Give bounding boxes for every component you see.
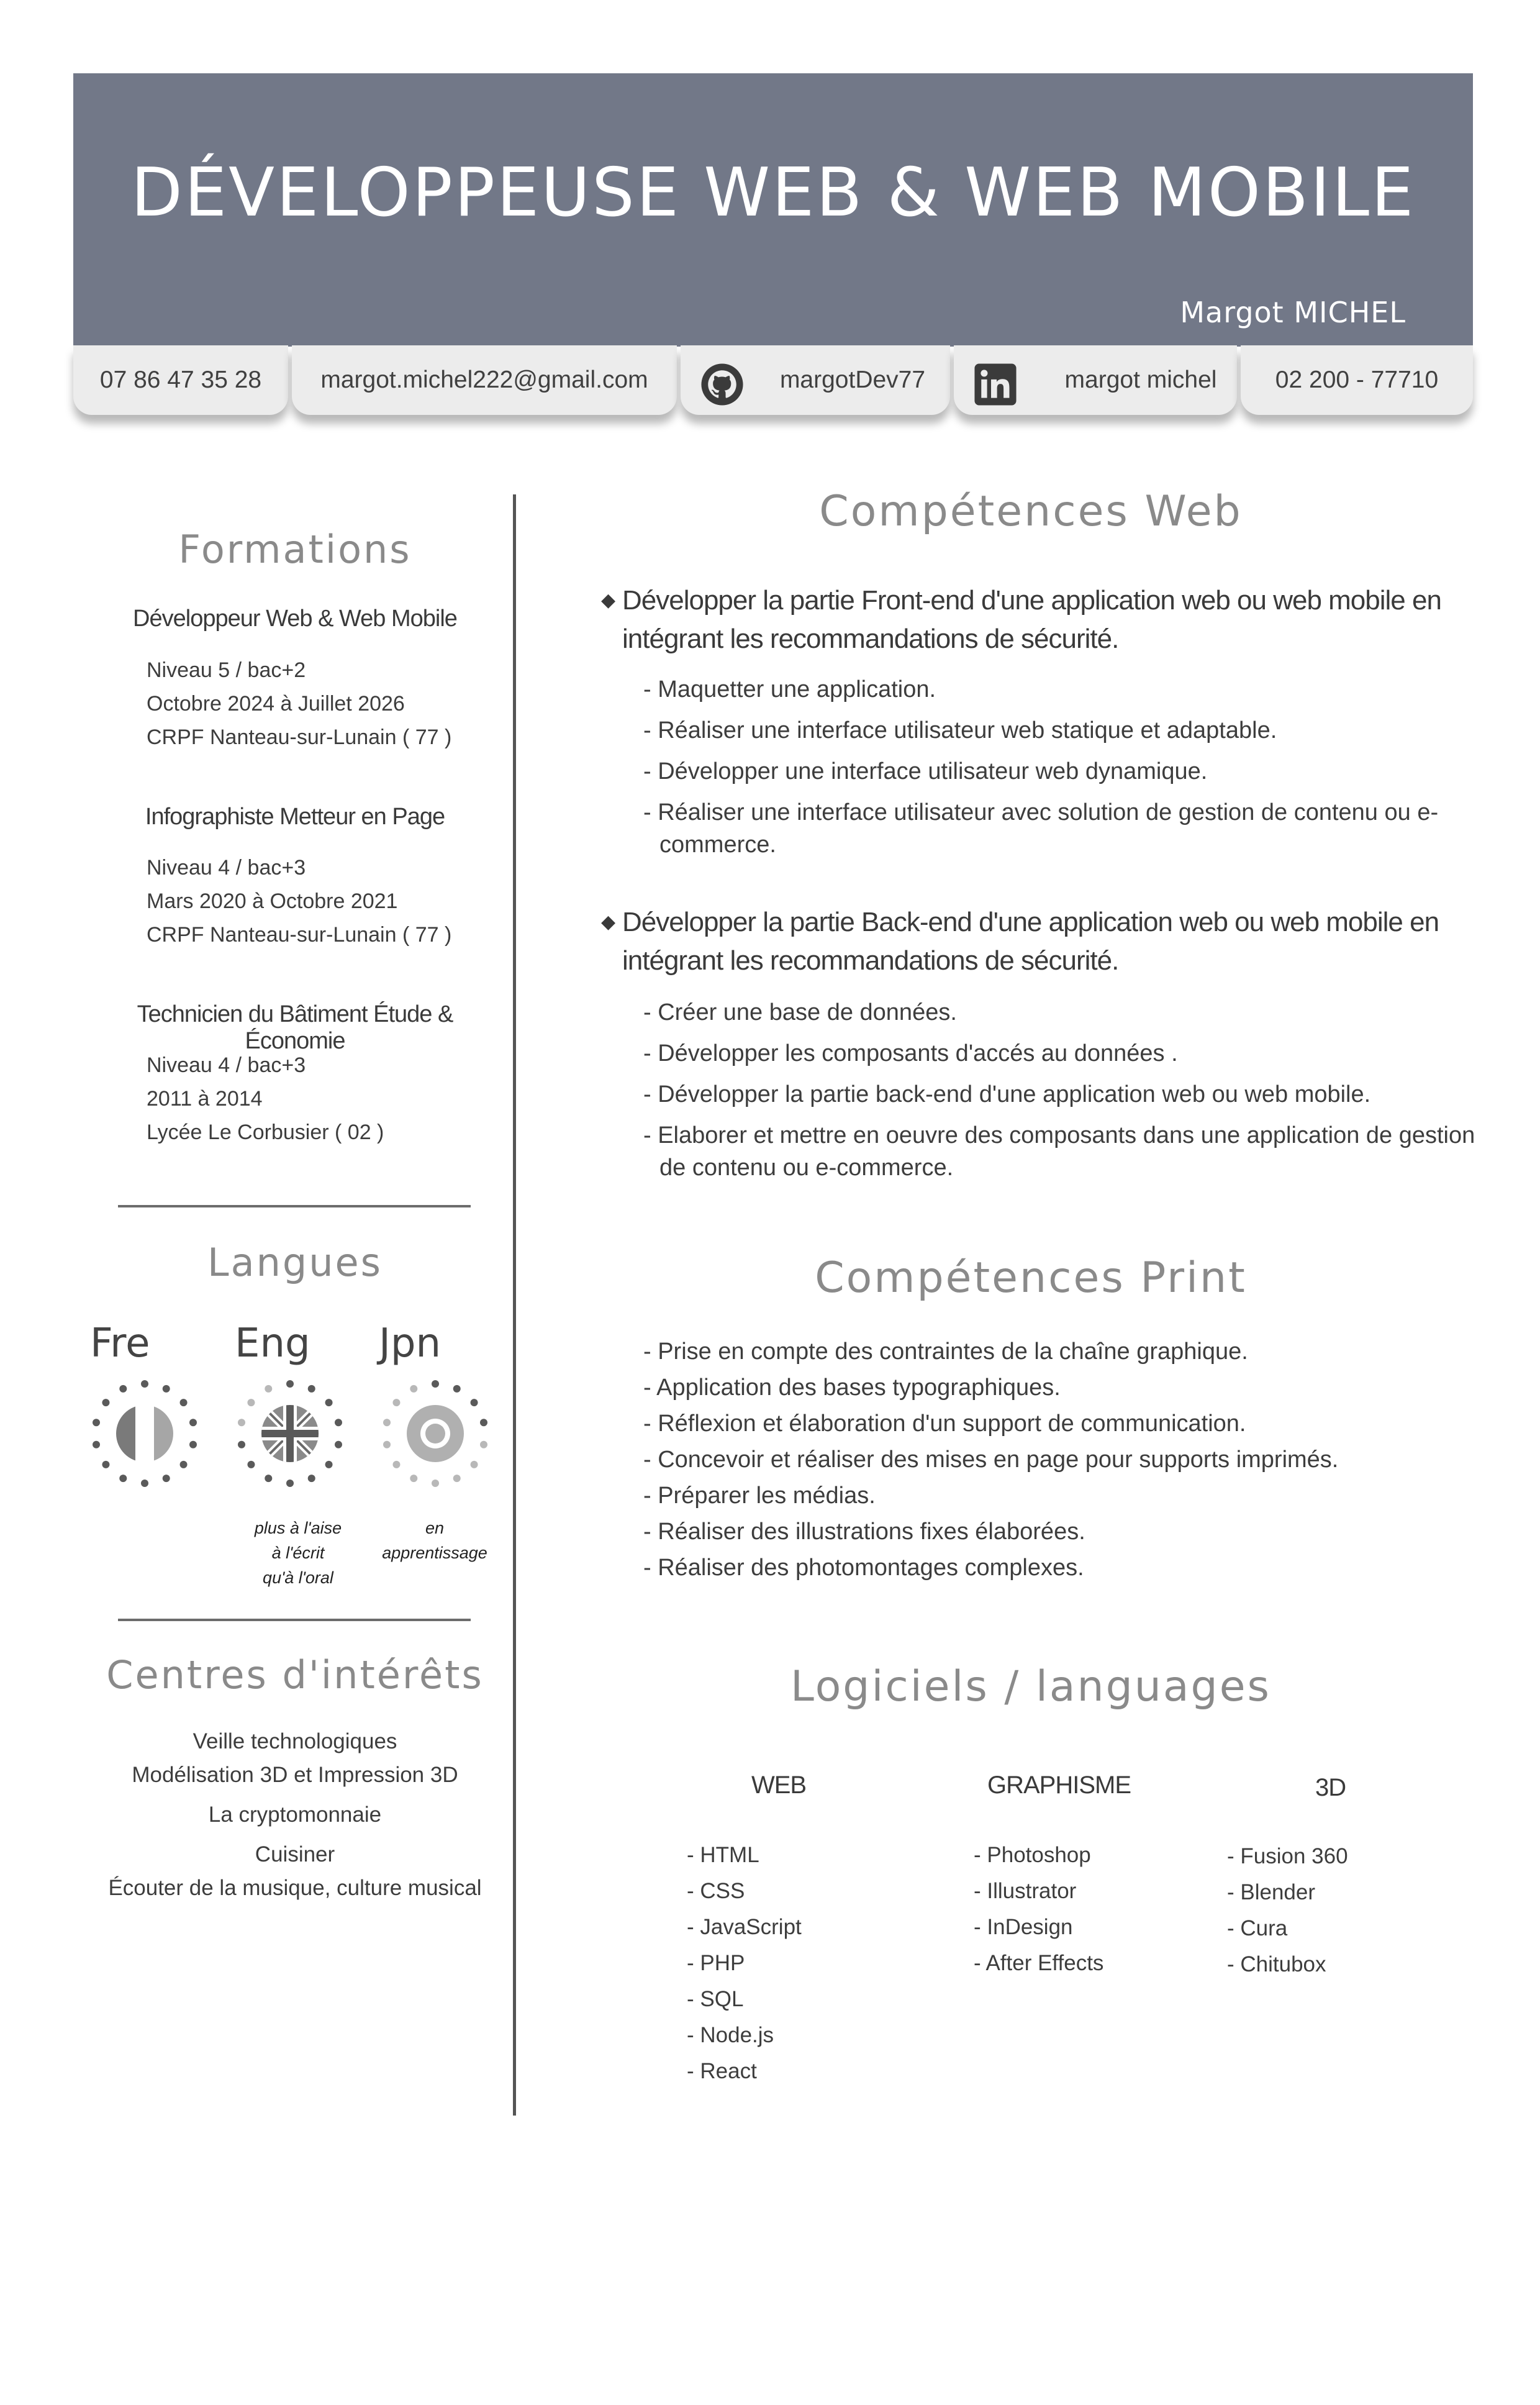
lang-code-eng: Eng	[235, 1321, 310, 1366]
interest-item: Veille technologiques	[192, 1729, 397, 1753]
level-dot	[189, 1419, 197, 1426]
github-icon	[700, 363, 744, 406]
level-dot	[471, 1399, 478, 1406]
level-dot	[335, 1419, 342, 1426]
skill-item: - Développer une interface utilisateur web dynamique.	[643, 758, 1208, 784]
software-item: - Node.js	[687, 2023, 774, 2047]
skill-list	[643, 673, 1475, 870]
lang-code-jpn: Jpn	[379, 1321, 442, 1366]
skill-group-title: Développer la partie Front-end d'une application web ou web mobile en intégrant les recommandations de sécurité.	[622, 585, 1441, 654]
job-title: DÉVELOPPEUSE WEB & WEB MOBILE	[130, 154, 1416, 232]
skill-group-title: Développer la partie Back-end d'une application web ou web mobile en intégrant les recommandations de sécurité.	[622, 907, 1439, 976]
skill-item: - Créer une base de données.	[643, 999, 957, 1025]
skill-item: - Elaborer et mettre en oeuvre des composants dans une application de gestion de contenu ou e-commerce.	[643, 1122, 1475, 1181]
lang-note-eng	[236, 1516, 360, 1590]
phone-number: 07 86 47 35 28	[99, 366, 262, 393]
formation-place: Lycée Le Corbusier ( 02 )	[147, 1121, 384, 1144]
level-dot	[119, 1475, 127, 1482]
level-dot	[286, 1480, 294, 1487]
software-item: - Chitubox	[1227, 1952, 1326, 1976]
lang-code-fre: Fre	[90, 1321, 150, 1366]
formation-dates: Octobre 2024 à Juillet 2026	[147, 692, 405, 716]
competences-print-title: Compétences Print	[815, 1253, 1247, 1303]
formation-place: CRPF Nanteau-sur-Lunain ( 77 )	[147, 923, 452, 947]
level-dot	[308, 1385, 315, 1393]
software-item: - Photoshop	[974, 1843, 1091, 1867]
japan-flag-icon	[407, 1405, 464, 1462]
level-dot	[383, 1441, 391, 1448]
skill-group-heading	[601, 903, 1464, 980]
github-tab[interactable]	[681, 345, 950, 415]
skill-item: - Réaliser une interface utilisateur avec solution de gestion de contenu ou e-commerce.	[643, 799, 1439, 858]
level-dot	[471, 1461, 478, 1468]
level-dot	[163, 1385, 170, 1393]
software-list-web	[687, 1837, 802, 2089]
level-dot	[325, 1461, 333, 1468]
logiciels-title: Logiciels / languages	[790, 1662, 1271, 1711]
formation-details	[147, 653, 451, 754]
langues-title: Langues	[207, 1240, 383, 1285]
print-skill-item: - Réaliser des illustrations fixes élaborées.	[643, 1519, 1085, 1545]
formation-title: Développeur Web & Web Mobile	[133, 606, 457, 632]
column-divider	[513, 494, 516, 2116]
lang-note-line: en	[425, 1519, 445, 1537]
level-dot	[392, 1399, 400, 1406]
diamond-bullet-icon: ◆	[601, 590, 615, 611]
formation-title: Technicien du Bâtiment Étude & Économie	[137, 1001, 453, 1054]
level-dot	[180, 1461, 188, 1468]
software-item: - Blender	[1227, 1880, 1316, 1904]
header-banner	[73, 73, 1473, 347]
interest-item: Modélisation 3D et Impression 3D	[132, 1763, 458, 1787]
software-column-head-web: WEB	[751, 1771, 807, 1799]
formation-dates: 2011 à 2014	[147, 1087, 263, 1111]
level-dot	[265, 1475, 272, 1482]
section-divider	[118, 1205, 471, 1207]
diamond-bullet-icon: ◆	[601, 912, 615, 932]
interest-item: Écouter de la musique, culture musical	[108, 1876, 482, 1900]
level-dot	[141, 1380, 148, 1388]
uk-flag-icon	[261, 1405, 319, 1462]
lang-note-line: plus à l'aise	[254, 1519, 342, 1537]
skill-item: - Maquetter une application.	[643, 676, 936, 702]
level-dot	[410, 1385, 417, 1393]
formation-level: Niveau 4 / bac+3	[147, 856, 306, 880]
level-dot	[163, 1475, 170, 1482]
level-dot	[308, 1475, 315, 1482]
linkedin-icon	[974, 363, 1017, 406]
section-divider	[118, 1619, 471, 1621]
level-dot	[247, 1461, 255, 1468]
interest-item: Cuisiner	[255, 1842, 335, 1866]
level-dot	[383, 1419, 391, 1426]
level-dot	[392, 1461, 400, 1468]
software-item: - After Effects	[974, 1951, 1104, 1975]
level-dot	[453, 1475, 461, 1482]
software-list-3d	[1227, 1839, 1348, 1983]
formations-title: Formations	[178, 527, 412, 572]
print-skill-item: - Application des bases typographiques.	[643, 1375, 1061, 1401]
level-dot	[93, 1419, 100, 1426]
phone2-tab[interactable]	[1241, 345, 1473, 415]
software-item: - SQL	[687, 1987, 744, 2011]
software-item: - HTML	[687, 1843, 759, 1867]
formation-title: Infographiste Metteur en Page	[145, 804, 445, 830]
software-column-head-3d: 3D	[1315, 1774, 1346, 1801]
formation-level: Niveau 5 / bac+2	[147, 658, 306, 682]
level-dot	[480, 1441, 487, 1448]
formation-level: Niveau 4 / bac+3	[147, 1053, 306, 1077]
linkedin-tab[interactable]	[954, 345, 1237, 415]
level-dot	[93, 1441, 100, 1448]
language-levels	[81, 1371, 515, 1496]
skill-group-heading	[601, 581, 1464, 658]
level-dot	[432, 1480, 439, 1487]
lang-note-line: apprentissage	[382, 1543, 487, 1562]
level-dot	[247, 1399, 255, 1406]
interets-title: Centres d'intérêts	[106, 1652, 484, 1698]
lang-note-line: qu'à l'oral	[263, 1568, 333, 1587]
software-column-head-graphisme: GRAPHISME	[987, 1771, 1131, 1799]
formation-place: CRPF Nanteau-sur-Lunain ( 77 )	[147, 725, 452, 749]
software-item: - JavaScript	[687, 1915, 802, 1939]
print-skill-item: - Réflexion et élaboration d'un support de communication.	[643, 1411, 1246, 1437]
competences-web-title: Compétences Web	[819, 487, 1243, 536]
software-item: - PHP	[687, 1951, 745, 1975]
lang-note-jpn	[373, 1516, 497, 1565]
level-dot	[180, 1399, 188, 1406]
print-skill-item: - Prise en compte des contraintes de la chaîne graphique.	[643, 1339, 1248, 1365]
level-dot	[453, 1385, 461, 1393]
software-item: - Fusion 360	[1227, 1844, 1348, 1868]
software-item: - React	[687, 2059, 757, 2083]
level-dot	[102, 1399, 109, 1406]
print-skill-list	[643, 1335, 1475, 1588]
level-dot	[189, 1441, 197, 1448]
github-username: margotDev77	[779, 366, 926, 393]
level-dot	[102, 1461, 109, 1468]
level-dot	[238, 1419, 245, 1426]
level-dot	[141, 1480, 148, 1487]
level-dot	[432, 1380, 439, 1388]
level-dot	[335, 1441, 342, 1448]
software-item: - Cura	[1227, 1916, 1288, 1940]
phone-number-2: 02 200 - 77710	[1275, 366, 1439, 393]
phone-tab[interactable]	[73, 345, 288, 415]
print-skill-item: - Préparer les médias.	[643, 1483, 876, 1509]
email-tab[interactable]	[292, 345, 677, 415]
level-dot	[119, 1385, 127, 1393]
linkedin-name: margot michel	[1064, 366, 1217, 393]
print-skill-item: - Réaliser des photomontages complexes.	[643, 1555, 1084, 1581]
level-dot	[238, 1441, 245, 1448]
lang-note-line: à l'écrit	[271, 1543, 325, 1562]
email-address: margot.michel222@gmail.com	[320, 366, 648, 393]
level-dot	[286, 1380, 294, 1388]
level-dot	[480, 1419, 487, 1426]
skill-item: - Développer les composants d'accés au données .	[643, 1040, 1178, 1066]
software-list-graphisme	[974, 1837, 1103, 1981]
skill-item: - Réaliser une interface utilisateur web statique et adaptable.	[643, 717, 1277, 743]
france-flag-icon	[116, 1405, 173, 1462]
level-dot	[325, 1399, 333, 1406]
software-item: - CSS	[687, 1879, 745, 1903]
formation-details	[147, 1048, 384, 1149]
level-dot	[265, 1385, 272, 1393]
software-item: - Illustrator	[974, 1879, 1077, 1903]
software-item: - InDesign	[974, 1915, 1073, 1939]
level-dot	[410, 1475, 417, 1482]
skill-list	[643, 996, 1475, 1193]
formation-details	[147, 851, 451, 952]
formation-dates: Mars 2020 à Octobre 2021	[147, 889, 398, 913]
candidate-name: Margot MICHEL	[1180, 296, 1406, 329]
interest-item: La cryptomonnaie	[208, 1803, 382, 1827]
print-skill-item: - Concevoir et réaliser des mises en page pour supports imprimés.	[643, 1447, 1339, 1473]
skill-item: - Développer la partie back-end d'une application web ou web mobile.	[643, 1081, 1371, 1107]
